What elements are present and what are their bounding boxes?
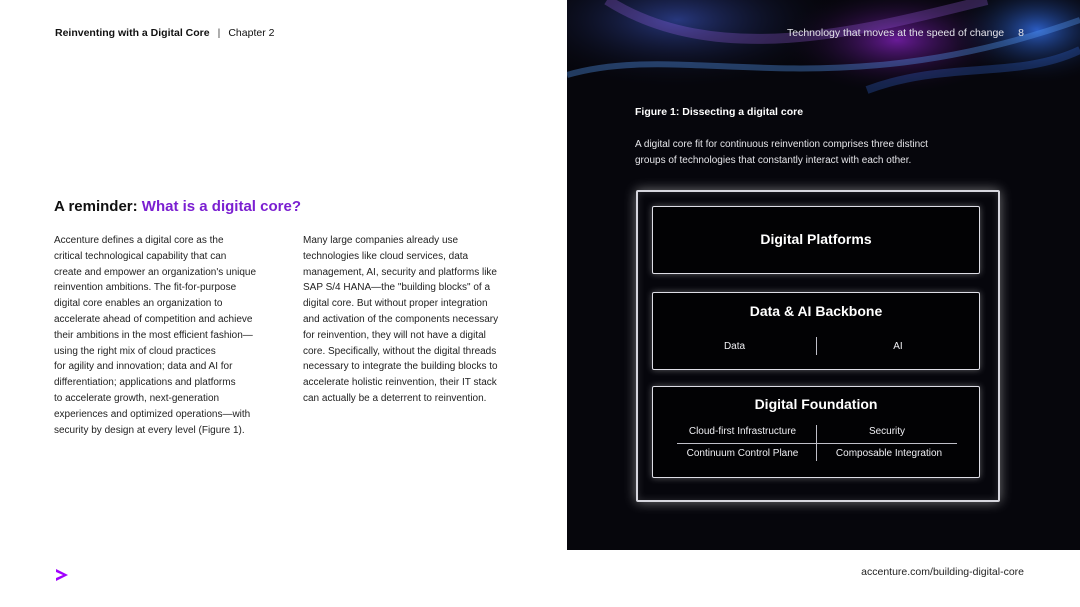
body-line: for agility and innovation; data and AI for: [54, 361, 233, 373]
chapter-label: Chapter 2: [228, 27, 275, 39]
header-separator: |: [217, 27, 221, 39]
body-line: Accenture defines a digital core as the: [54, 235, 224, 246]
figure-panel: [567, 0, 1080, 550]
body-line: technologies like cloud services, data: [303, 250, 469, 262]
backbone-title: Data & AI Backbone: [749, 303, 883, 319]
footer-link[interactable]: accenture.com/building-digital-core: [861, 566, 1024, 578]
body-column-2: [303, 233, 535, 407]
figure-title: Figure 1: Dissecting a digital core: [635, 106, 804, 118]
foundation-title: Digital Foundation: [754, 396, 878, 412]
page-number: 8: [1018, 27, 1024, 39]
body-line: critical technological capability that can: [54, 250, 227, 262]
body-line: and activation of the components necessary: [303, 313, 499, 325]
heading-accent: What is a digital core?: [141, 198, 301, 215]
foundation-cell-control-plane: Continuum Control Plane: [686, 448, 799, 459]
body-line: digital core. But without proper integration: [303, 298, 488, 310]
body-line: for reinvention, they will not have a digital: [303, 329, 486, 341]
body-line: SAP S/4 HANA—the "building blocks" of a: [303, 282, 491, 294]
body-line: experiences and optimized operations—with: [54, 408, 251, 420]
data-ai-backbone-box: [652, 292, 980, 370]
document-title: Reinventing with a Digital Core: [55, 27, 210, 39]
body-column-1: [54, 233, 286, 438]
heading-prefix: A reminder:: [54, 198, 142, 215]
body-line: accelerate holistic reinvention, their IT stack: [303, 377, 497, 389]
body-line: create and empower an organization's unique: [54, 266, 257, 278]
body-line: using the right mix of cloud practices: [54, 345, 216, 357]
body-line: to accelerate growth, next-generation: [54, 392, 220, 404]
body-line: core. Specifically, without the digital threads: [303, 345, 497, 357]
body-line: accelerate ahead of competition and achieve: [54, 313, 253, 325]
body-line: their ambitions in the most efficient fashion—: [54, 329, 253, 341]
body-line: differentiation; applications and platforms: [54, 377, 236, 389]
running-title: Technology that moves at the speed of change: [787, 27, 1005, 39]
body-line: management, AI, security and platforms like: [303, 266, 497, 278]
foundation-cell-cloud: Cloud-first Infrastructure: [688, 426, 797, 437]
foundation-row-divider: [677, 443, 957, 444]
figure-description: [635, 137, 995, 169]
foundation-cell-security: Security: [868, 426, 906, 437]
figure-description-line: groups of technologies that constantly interact with each other.: [635, 155, 912, 166]
digital-platforms-title: Digital Platforms: [760, 231, 872, 247]
body-line: digital core enables an organization to: [54, 298, 223, 310]
digital-foundation-box: [652, 386, 980, 478]
body-line: necessary to integrate the building blocks to: [303, 361, 498, 373]
accenture-logo-icon[interactable]: [54, 567, 70, 583]
running-header-right: [787, 27, 1024, 39]
backbone-ai-label: AI: [893, 341, 903, 352]
body-line: can actually be a deterrent to reinvention.: [303, 392, 487, 404]
backbone-data-label: Data: [723, 341, 746, 352]
foundation-cell-integration: Composable Integration: [835, 448, 943, 459]
body-line: reinvention ambitions. The fit-for-purpose: [54, 282, 237, 294]
digital-platforms-box: [652, 206, 980, 274]
figure-description-line: A digital core fit for continuous reinvention comprises three distinct: [635, 139, 928, 150]
running-header-left: [55, 27, 274, 39]
section-heading: [54, 198, 301, 215]
body-line: security by design at every level (Figure 1).: [54, 424, 245, 436]
body-line: Many large companies already use: [303, 235, 459, 246]
